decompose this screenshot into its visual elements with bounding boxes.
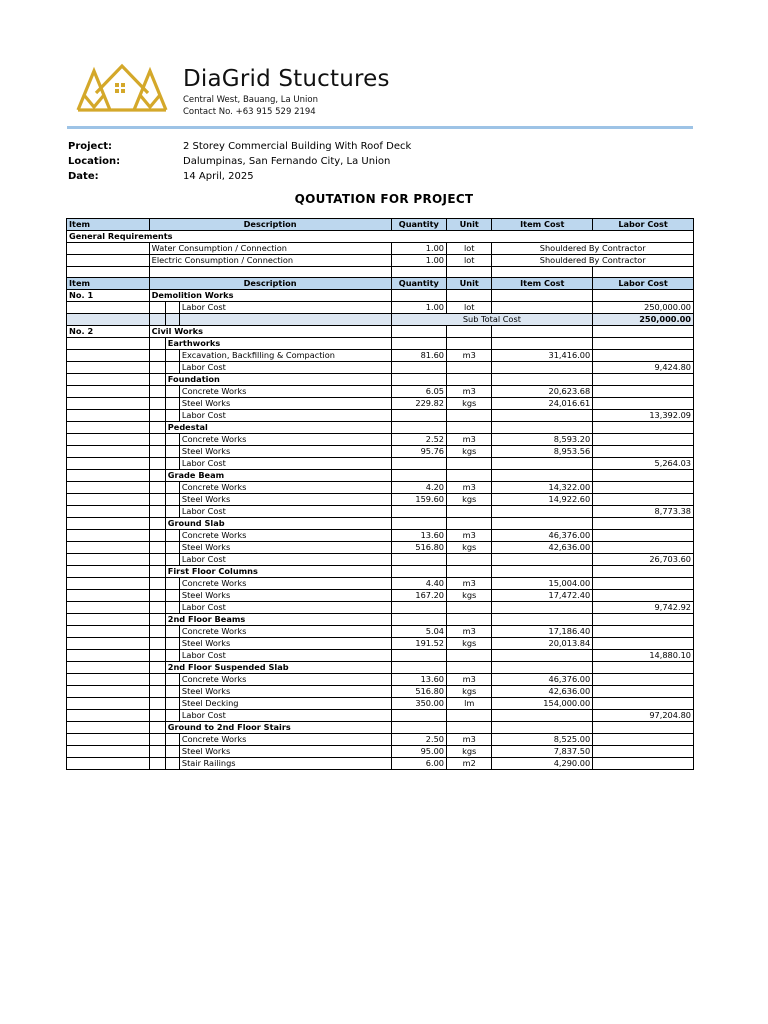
row-unit: lot [447,255,492,267]
table-header [67,219,694,231]
blank-row [67,267,694,278]
row-labor-cost [593,674,694,686]
row-quantity [391,410,446,422]
row-unit: m3 [447,350,492,362]
quotation-table [66,218,694,770]
location-value: Dalumpinas, San Fernando City, La Union [183,156,391,167]
row-quantity [391,506,446,518]
section-heading [67,290,694,302]
group-title: Foundation [165,374,391,386]
general-requirements-heading: General Requirements [67,231,694,243]
table-row [67,398,694,410]
group-heading [67,566,694,578]
row-description: Labor Cost [179,710,391,722]
date-label: Date: [68,171,99,182]
row-unit: kgs [447,638,492,650]
row-description: Steel Works [179,446,391,458]
col-description: Description [149,278,391,290]
header-divider [67,126,693,129]
col-description: Description [149,219,391,231]
table-row [67,446,694,458]
row-description: Steel Works [179,542,391,554]
subtotal-label: Sub Total Cost [391,314,593,326]
row-unit: kgs [447,746,492,758]
row-unit: kgs [447,686,492,698]
row-unit: m3 [447,386,492,398]
row-labor-cost [593,434,694,446]
row-labor-cost [593,578,694,590]
row-description: Steel Works [179,590,391,602]
col-item-cost: Item Cost [492,219,593,231]
row-description: Steel Works [179,686,391,698]
row-description: Labor Cost [179,410,391,422]
row-labor-cost: 9,424.80 [593,362,694,374]
company-name: DiaGrid Stuctures [183,66,390,92]
row-quantity: 81.60 [391,350,446,362]
row-quantity: 95.76 [391,446,446,458]
table-row [67,710,694,722]
location-row [68,154,568,169]
item-number: No. 2 [67,326,150,338]
row-description: Labor Cost [179,458,391,470]
row-quantity [391,362,446,374]
row-quantity: 13.60 [391,674,446,686]
row-item-cost: 8,953.56 [492,446,593,458]
table-row [67,650,694,662]
row-description: Concrete Works [179,530,391,542]
row-labor-cost [593,350,694,362]
row-unit: lot [447,243,492,255]
section-title: Civil Works [149,326,391,338]
table-row [67,458,694,470]
row-labor-cost [593,746,694,758]
row-item-cost: 4,290.00 [492,758,593,770]
group-title: First Floor Columns [165,566,391,578]
row-description: Steel Works [179,638,391,650]
row-item-cost: 14,922.60 [492,494,593,506]
row-unit [447,458,492,470]
row-unit: kgs [447,398,492,410]
table-row [67,494,694,506]
table-row [67,386,694,398]
row-item-cost [492,710,593,722]
group-title: Pedestal [165,422,391,434]
group-title: Ground Slab [165,518,391,530]
row-note: Shouldered By Contractor [492,243,694,255]
row-labor-cost: 97,204.80 [593,710,694,722]
row-unit [447,554,492,566]
row-item-cost [492,458,593,470]
row-item-cost: 17,186.40 [492,626,593,638]
row-unit: m3 [447,530,492,542]
row-labor-cost [593,494,694,506]
row-quantity: 159.60 [391,494,446,506]
row-quantity: 229.82 [391,398,446,410]
row-item-cost [492,362,593,374]
row-description: Steel Decking [179,698,391,710]
project-label: Project: [68,141,113,152]
row-item-cost [492,602,593,614]
row-unit: m3 [447,626,492,638]
row-unit: kgs [447,446,492,458]
col-unit: Unit [447,278,492,290]
row-unit: lm [447,698,492,710]
table-row [67,410,694,422]
row-labor-cost [593,542,694,554]
row-description: Stair Railings [179,758,391,770]
row-description: Steel Works [179,746,391,758]
row-quantity [391,458,446,470]
group-title: 2nd Floor Beams [165,614,391,626]
row-labor-cost [593,482,694,494]
date-row [68,169,568,184]
row-quantity: 167.20 [391,590,446,602]
col-quantity: Quantity [391,219,446,231]
row-labor-cost [593,698,694,710]
row-labor-cost: 26,703.60 [593,554,694,566]
table-row [67,638,694,650]
row-item-cost: 7,837.50 [492,746,593,758]
row-item-cost: 8,525.00 [492,734,593,746]
group-heading [67,722,694,734]
row-description: Electric Consumption / Connection [149,255,391,267]
row-unit: lot [447,302,492,314]
company-address: Central West, Bauang, La Union [183,95,318,105]
table-row [67,482,694,494]
row-description: Concrete Works [179,434,391,446]
document-title: QOUTATION FOR PROJECT [294,192,474,206]
row-quantity: 6.05 [391,386,446,398]
row-unit: m3 [447,434,492,446]
row-item-cost: 31,416.00 [492,350,593,362]
row-unit: m3 [447,734,492,746]
row-labor-cost [593,446,694,458]
row-description: Water Consumption / Connection [149,243,391,255]
table-row [67,758,694,770]
row-quantity: 2.50 [391,734,446,746]
row-labor-cost: 8,773.38 [593,506,694,518]
row-description: Labor Cost [179,362,391,374]
table-row [67,578,694,590]
row-quantity [391,710,446,722]
section-heading [67,326,694,338]
col-labor-cost: Labor Cost [593,278,694,290]
group-title: 2nd Floor Suspended Slab [165,662,391,674]
row-quantity: 4.20 [391,482,446,494]
row-quantity: 191.52 [391,638,446,650]
row-item-cost [492,506,593,518]
row-quantity [391,650,446,662]
row-item-cost: 42,636.00 [492,542,593,554]
col-item-cost: Item Cost [492,278,593,290]
row-unit: m3 [447,674,492,686]
row-quantity: 4.40 [391,578,446,590]
row-description: Steel Works [179,398,391,410]
row-labor-cost [593,530,694,542]
group-title: Earthworks [165,338,391,350]
col-item: Item [67,278,150,290]
row-item-cost: 20,013.84 [492,638,593,650]
date-value: 14 April, 2025 [183,171,254,182]
row-labor-cost [593,590,694,602]
row-item-cost: 154,000.00 [492,698,593,710]
group-heading [67,338,694,350]
table-row [67,674,694,686]
table-row [67,734,694,746]
row-labor-cost: 250,000.00 [593,302,694,314]
row-description: Excavation, Backfilling & Compaction [179,350,391,362]
row-quantity [391,602,446,614]
col-item: Item [67,219,150,231]
row-unit: kgs [447,590,492,602]
project-value: 2 Storey Commercial Building With Roof Deck [183,141,412,152]
table-row [67,602,694,614]
row-unit [447,602,492,614]
row-quantity: 516.80 [391,542,446,554]
group-heading [67,422,694,434]
row-item-cost [492,554,593,566]
table-row [67,243,694,255]
table-row [67,698,694,710]
row-labor-cost: 14,880.10 [593,650,694,662]
col-quantity: Quantity [391,278,446,290]
row-quantity: 1.00 [391,302,446,314]
table-row [67,350,694,362]
group-heading [67,374,694,386]
group-heading [67,470,694,482]
row-description: Concrete Works [179,626,391,638]
row-item-cost: 14,322.00 [492,482,593,494]
table-row [67,506,694,518]
table-row [67,530,694,542]
row-item-cost: 42,636.00 [492,686,593,698]
row-labor-cost [593,734,694,746]
table-row [67,434,694,446]
company-logo [76,63,168,115]
table-row [67,362,694,374]
group-title: Grade Beam [165,470,391,482]
row-unit: kgs [447,542,492,554]
row-description: Labor Cost [179,302,391,314]
row-unit: m3 [447,482,492,494]
row-labor-cost: 13,392.09 [593,410,694,422]
table-header [67,278,694,290]
group-heading [67,518,694,530]
row-quantity: 350.00 [391,698,446,710]
row-description: Labor Cost [179,602,391,614]
row-labor-cost: 9,742.92 [593,602,694,614]
row-description: Labor Cost [179,650,391,662]
row-item-cost [492,650,593,662]
row-labor-cost [593,638,694,650]
col-labor-cost: Labor Cost [593,219,694,231]
row-description: Labor Cost [179,506,391,518]
row-quantity: 6.00 [391,758,446,770]
company-contact: Contact No. +63 915 529 2194 [183,107,316,117]
row-quantity: 2.52 [391,434,446,446]
row-unit [447,410,492,422]
row-unit: m2 [447,758,492,770]
table-row [67,746,694,758]
table-row [67,590,694,602]
row-labor-cost [593,686,694,698]
row-item-cost: 15,004.00 [492,578,593,590]
table-row [67,554,694,566]
company-header [183,64,390,118]
row-item-cost: 46,376.00 [492,674,593,686]
item-number: No. 1 [67,290,150,302]
row-labor-cost [593,626,694,638]
subtotal-row [67,314,694,326]
row-note: Shouldered By Contractor [492,255,694,267]
row-quantity: 1.00 [391,243,446,255]
row-unit: m3 [447,578,492,590]
row-unit: kgs [447,494,492,506]
row-description: Concrete Works [179,674,391,686]
row-item-cost [492,410,593,422]
row-quantity: 95.00 [391,746,446,758]
row-labor-cost: 5,264.03 [593,458,694,470]
row-description: Concrete Works [179,482,391,494]
row-item-cost: 24,016.61 [492,398,593,410]
table-row [67,542,694,554]
subtotal-value: 250,000.00 [593,314,694,326]
group-heading [67,662,694,674]
row-labor-cost [593,758,694,770]
table-row [67,255,694,267]
row-quantity: 516.80 [391,686,446,698]
location-label: Location: [68,156,121,167]
project-info [68,139,568,184]
table-row [67,626,694,638]
row-quantity: 5.04 [391,626,446,638]
row-unit [447,710,492,722]
group-title: Ground to 2nd Floor Stairs [165,722,391,734]
project-row [68,139,568,154]
row-unit [447,362,492,374]
table-row [67,302,694,314]
section-heading [67,231,694,243]
row-description: Concrete Works [179,734,391,746]
row-description: Steel Works [179,494,391,506]
section-title: Demolition Works [149,290,391,302]
row-quantity [391,554,446,566]
row-labor-cost [593,398,694,410]
row-unit [447,650,492,662]
row-labor-cost [593,386,694,398]
row-description: Concrete Works [179,578,391,590]
row-item-cost: 46,376.00 [492,530,593,542]
table-row [67,686,694,698]
group-heading [67,614,694,626]
row-description: Concrete Works [179,386,391,398]
row-quantity: 13.60 [391,530,446,542]
row-item-cost: 20,623.68 [492,386,593,398]
row-quantity: 1.00 [391,255,446,267]
row-item-cost: 8,593.20 [492,434,593,446]
row-item-cost: 17,472.40 [492,590,593,602]
row-unit [447,506,492,518]
col-unit: Unit [447,219,492,231]
row-description: Labor Cost [179,554,391,566]
